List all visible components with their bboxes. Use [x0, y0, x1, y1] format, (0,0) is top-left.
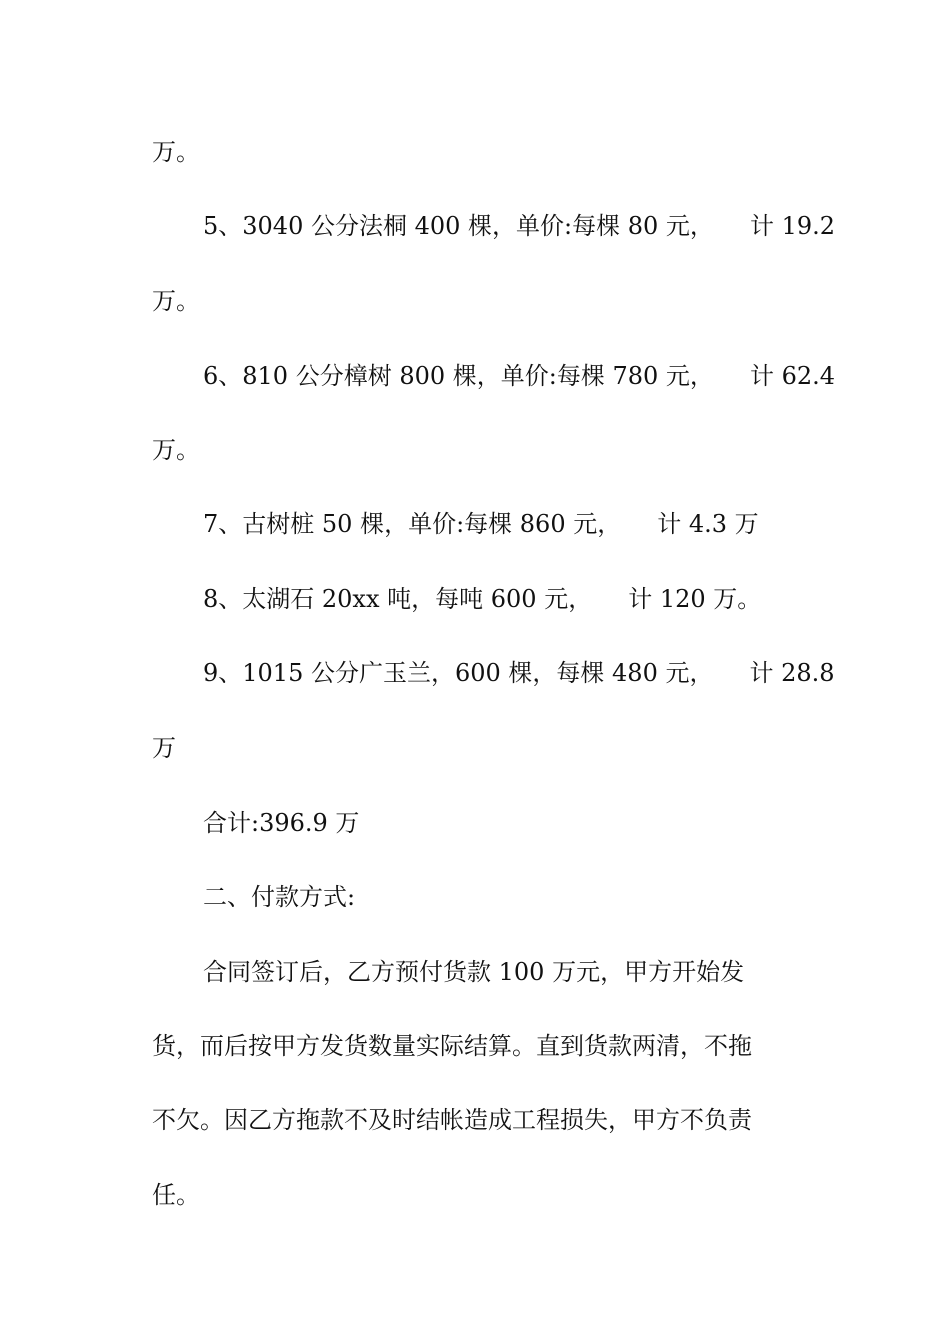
item-text: 8、太湖石 20xx 吨，每吨 600 元，	[203, 585, 593, 613]
item-text: 6、810 公分樟树 800 棵，单价:每棵 780 元，	[203, 362, 714, 390]
text-line: 不欠。因乙方拖款不及时结帐造成工程损失，甲方不负责	[152, 1106, 752, 1134]
item-total: 计 19.2	[749, 212, 836, 240]
item-total: 计 62.4	[749, 362, 836, 390]
item-total: 计 4.3 万	[657, 510, 759, 538]
section-heading: 二、付款方式:	[203, 883, 356, 911]
item-total: 计 120 万。	[628, 585, 762, 613]
text-line	[203, 583, 853, 615]
text-line	[203, 210, 853, 242]
item-text: 7、古树桩 50 棵，单价:每棵 860 元，	[203, 510, 622, 538]
total-line: 合计:396.9 万	[203, 809, 360, 837]
text-line: 万。	[152, 436, 200, 464]
text-line: 万。	[152, 287, 200, 315]
text-line	[203, 360, 853, 392]
item-text: 5、3040 公分法桐 400 棵，单价:每棵 80 元，	[203, 212, 714, 240]
item-text: 9、1015 公分广玉兰，600 棵，每棵 480 元，	[203, 659, 714, 687]
text-line: 万。	[152, 138, 200, 166]
text-line	[203, 508, 853, 540]
text-line: 货，而后按甲方发货数量实际结算。直到货款两清，不拖	[152, 1032, 752, 1060]
text-line: 合同签订后，乙方预付货款 100 万元，甲方开始发	[203, 958, 745, 986]
text-line	[203, 657, 853, 689]
item-total: 计 28.8	[749, 659, 835, 687]
text-line: 任。	[152, 1181, 200, 1209]
text-line: 万	[152, 734, 176, 762]
